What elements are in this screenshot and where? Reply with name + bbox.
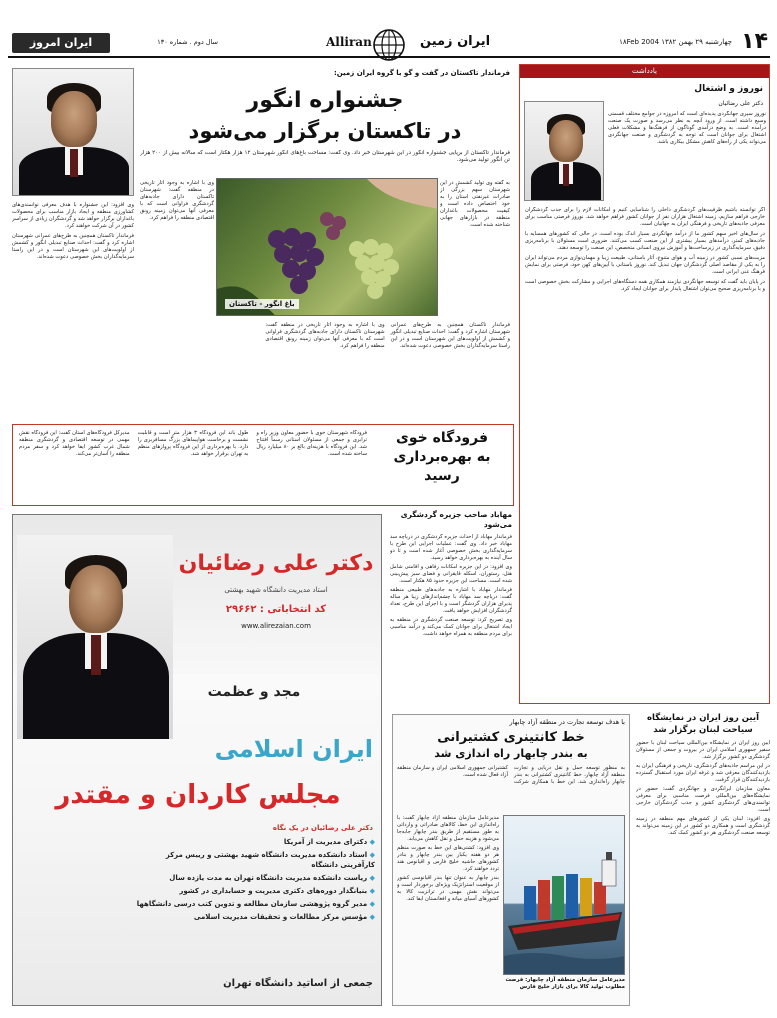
airport-title-line3: رسید [424,468,460,484]
ad-slogan-1: ایران اسلامی [214,735,373,763]
ad-slogan-small: مجد و عظمت [207,684,301,700]
diamond-bullet-icon: ◆ [367,913,375,921]
island-paragraph: فرماندار مهاباد از احداث جزیره گردشگری در دریاچه سد مهاباد خبر داد. وی گفت: عملیات اجرایی این طرح با سرمایه‌گذاری بخش خصوصی آغاز شده است و تا دو سال آینده به بهره‌برداری خواهد رسید. [390,534,512,561]
note-title: نوروز و اشتغال [694,84,763,94]
grape-paragraph: وی با اشاره به وجود آثار تاریخی در منطقه گفت: شهرستان تاکستان دارای جاذبه‌های گردشگری فراوانی است که با معرفی آنها می‌توان زمینه رونق اقتصادی منطقه را فراهم کرد. [265,322,385,349]
grapes-illustration [217,179,438,316]
ad-credential-item: ◆ استاد دانشکده مدیریت دانشگاه شهید بهشتی و رییس مرکز کارآفرینی دانشگاه [165,851,375,869]
ship-caption: مدیرعامل سازمان منطقه آزاد چابهار: فرصت مطلوب تولید کالا برای بازار خلیج فارس [505,977,625,990]
chabahar-title [397,729,625,761]
island-paragraph: وی افزود: در این جزیره امکانات رفاهی و اقامتی شامل هتل، رستوران، اسکله قایقرانی و فضای سبز پیش‌بینی شده است. مساحت این جزیره حدود ۸۵ هکتار است. [390,564,512,584]
chabahar-title-line1: خط کانتینری کشتیرانی [437,730,585,745]
container-ship-illustration [504,816,625,975]
grape-lead-text: فرماندار تاکستان از برپایی جشنواره انگور در این شهرستان خبر داد. وی گفت: مساحت باغ‌های انگور شهرستان ۱۲ هزار هکتار است که سالانه بیش از ۲۰۰ هزار تن انگور تولید می‌شود. [140,150,510,163]
note-column [519,64,770,704]
island-paragraph: وی تصریح کرد: توسعه صنعت گردشگری در منطقه به ایجاد اشتغال برای جوانان کمک می‌کند و درآمد مناسبی برای مردم منطقه به همراه خواهد داشت. [390,617,512,637]
ad-candidate-name: دکتر علی رضائیان [178,551,374,576]
chabahar-body-top [397,765,625,811]
grape-body-bottom [140,322,510,416]
diamond-bullet-icon: ◆ [367,851,375,859]
airport-paragraph: فرودگاه شهرستان خوی با حضور معاون وزیر راه و ترابری و جمعی از مسئولان استانی رسماً افتتاح شد. این فرودگاه با هزینه‌ای بالغ بر ۸۰ میلیارد ریال ساخته شده است. [256,430,367,457]
lebanon-paragraph: وی افزود: لبنان یکی از کشورهای مهم منطقه در زمینه گردشگری است و همکاری دو کشور در این زمینه می‌تواند به توسعه صنعت گردشگری هر دو کشور کمک کند. [636,816,770,836]
note-badge-label: یادداشت [632,67,657,75]
lebanon-paragraph: معاون سازمان ایرانگردی و جهانگردی گفت: حضور در نمایشگاه‌های بین‌المللی فرصت مناسبی برای معرفی توانمندی‌های گردشگری کشور و جذب گردشگران خارجی است. [636,786,770,813]
note-badge [520,65,769,78]
grapes-photo [216,178,438,316]
note-paragraph: اگر توانسته باشیم ظرفیت‌های گردشگری داخلی را شناسایی کنیم و امکانات لازم را برای جذب گردشگران خارجی فراهم سازیم، زمینه اشتغال هزاران نفر از جوانان کشور فراهم خواهد شد. نوروز فرصتی مناسب برای معرفی جاذبه‌های تاریخی و فرهنگی ایران به جهانیان است. [525,207,765,227]
ad-code: کد انتخاباتی : ۲۹۶۶۲ [225,604,327,615]
ad-credential-item: ◆ مؤسس مرکز مطالعات و تحقیقات مدیریت اسلامی [193,913,375,921]
chabahar-title-line2: به بندر چابهار راه اندازی شد [434,747,588,760]
page-number: ۱۴ [741,29,768,54]
note-paragraph: در سال‌های اخیر سهم کشور ما از درآمد جهانگردی بسیار اندک بوده است، در حالی که کشورهای همسایه با جاذبه‌های کمتر، درآمدهای بسیار بیشتری از این صنعت کسب می‌کنند. ضروری است مسئولان با برنامه‌ریزی دقیق، سرمایه‌گذاری در زیرساخت‌ها و آموزش نیروی انسانی متخصص، این صنعت را توسعه دهند. [525,231,765,251]
airport-paragraph: مدیرکل فرودگاه‌های استان گفت: این فرودگاه نقش مهمی در توسعه اقتصادی و گردشگری منطقه شمال غرب کشور ایفا خواهد کرد و سفر مردم منطقه را آسان‌تر می‌کند. [19,430,130,457]
chabahar-body-left [397,815,499,999]
ad-credentials-list [133,837,375,925]
author-photo [524,101,604,201]
chabahar-paragraph: بندر چابهار به عنوان تنها بندر اقیانوسی کشور از موقعیت استراتژیک ویژه‌ای برخوردار است و می‌تواند نقش مهمی در ترانزیت کالا به کشورهای آسیای میانه و افغانستان ایفا کند. [397,875,499,902]
header-date: چهارشنبه ۲۹ بهمن ۱۳۸۲ ۱۸Feb 2004 [619,38,732,46]
chabahar-story [392,714,630,1006]
grape-body-left [12,202,134,416]
lebanon-story [636,712,770,1006]
chabahar-paragraph: وی افزود: کشتی‌های این خط به صورت منظم هر دو هفته یکبار بین بندر چابهار و بنادر کشورهای حاشیه خلیج فارس و اقیانوس هند تردد خواهند کرد. [397,845,499,872]
ad-signature: جمعی از اساتید دانشگاه تهران [223,978,373,989]
note-body [608,111,766,203]
lebanon-title [636,712,770,736]
lebanon-title-line1: آیین روز ایران در نمایشگاه [646,713,760,723]
airport-title-line1: فرودگاه خوی [396,430,488,446]
airport-body [19,430,367,502]
governor-photo [12,68,134,196]
grape-story [8,64,514,420]
ad-credential-item: ◆ بنیانگذار دوره‌های دکتری مدیریت و حسابداری در کشور [179,887,375,895]
chabahar-kicker: با هدف توسعه تجارت در منطقه آزاد چابهار [509,718,625,726]
grape-paragraph: وی افزود: این جشنواره با هدف معرفی توانمندی‌های کشاورزی منطقه و ایجاد بازار مناسب برای محصولات باغداران برگزار خواهد شد و گردشگران زیادی از سراسر کشور در آن شرکت خواهند کرد. [12,202,134,229]
grape-lead [140,150,510,180]
island-body [390,534,512,706]
ad-candidate-subtitle: استاد مدیریت دانشگاه شهید بهشتی [224,586,328,594]
election-ad [12,514,382,1006]
ad-credential-item: ◆ مدیر گروه پژوهشی سازمان مطالعه و تدوین کتب درسی دانشگاهها [136,900,375,908]
header-section: ایران زمین [420,34,491,49]
note-paragraph: مزیت‌های نسبی کشور در زمینه آب و هوای متنوع، آثار باستانی، طبیعت زیبا و مهمان‌نوازی مردم می‌تواند ایران را به یکی از مقاصد اصلی گردشگران جهان تبدیل کند. نوروز باستانی با آیین‌های کهن خود، فرصتی برای نمایش فرهنگ غنی ایرانی است. [525,255,765,275]
diamond-bullet-icon: ◆ [367,838,375,846]
note-body-lower [525,207,765,699]
diamond-bullet-icon: ◆ [367,874,375,882]
grape-paragraph: فرماندار تاکستان همچنین به طرح‌های عمرانی شهرستان اشاره کرد و گفت: احداث صنایع تبدیلی انگور و کشمش از اولویت‌های این شهرستان است و در این راستا سرمایه‌گذاران بخش خصوصی دعوت شده‌اند. [390,322,510,349]
chabahar-paragraph: مدیرعامل سازمان منطقه آزاد چابهار گفت: با راه‌اندازی این خط، کالاهای صادراتی و وارداتی به طور مستقیم از طریق بندر چابهار جابه‌جا می‌شود و هزینه حمل و نقل کاهش می‌یابد. [397,815,499,842]
lebanon-body [636,740,770,1002]
lebanon-paragraph: در این مراسم جاذبه‌های گردشگری، تاریخی و فرهنگی ایران به بازدیدکنندگان معرفی شد و غرفه ایران مورد استقبال گسترده بازدیدکنندگان قرار گرفت. [636,763,770,783]
note-paragraph: نوروز سپری جهانگردی پدیده‌ای است که امروزه در جوامع مختلف قسمتی وسیع داشته است. از ورود آنچه به نظر می‌رسد و صورت یک صنعت درآمده است. به وضع درآمدی گوناگون از فرهنگ‌ها و مشکلات فعلی اشتغال برای جوانان است که توجه به گردشگری و صنعت جهانگردی می‌تواند یکی از راه‌های کاهش مشکل بیکاری باشد. [608,111,766,145]
airport-title-line2: به بهره‌برداری [393,449,491,465]
airport-story [12,424,514,506]
island-title: مهاباد صاحب جزیره گردشگری می‌شود [400,510,512,529]
airport-paragraph: طول باند این فرودگاه ۳ هزار متر است و قابلیت نشست و برخاست هواپیماهای بزرگ مسافربری را دارد. با بهره‌برداری از این فرودگاه پروازهای منظم به تهران برقرار خواهد شد. [137,430,249,457]
airport-title [373,429,511,486]
grapes-caption: باغ انگور - تاکستان [225,299,299,309]
ad-credential-item: ◆ ریاست دانشکده مدیریت دانشگاه تهران به مدت یازده سال [169,874,375,882]
note-paragraph: در پایان باید گفت که توسعه جهانگردی نیازمند همکاری همه دستگاه‌های اجرایی و مشارکت بخش خصوصی است و با برنامه‌ریزی صحیح می‌توان اشتغال پایدار برای جوانان ایجاد کرد. [525,279,765,292]
grape-title-line2: در تاکستان برگزار می‌شود [188,119,462,143]
island-story [388,510,514,708]
header-brand: Alliran [326,35,372,49]
page-header [8,28,770,60]
grape-kicker: فرماندار تاکستان در گفت و گو با گروه ایران زمین: [333,69,510,77]
lebanon-title-line2: سیاحت لبنان برگزار شد [653,725,753,735]
grape-paragraph: وی با اشاره به وجود آثار تاریخی در منطقه گفت: شهرستان تاکستان دارای جاذبه‌های گردشگری فراوانی است که با معرفی آنها می‌توان زمینه رونق اقتصادی منطقه را فراهم کرد. [140,180,214,221]
candidate-photo [17,535,173,739]
ad-slogan-2: مجلس کاردان و مقتدر [55,780,341,810]
grape-paragraph: فرماندار تاکستان همچنین به طرح‌های عمرانی شهرستان اشاره کرد و گفت: احداث صنایع تبدیلی انگور و کشمش از اولویت‌های این شهرستان است و در این راستا سرمایه‌گذاران بخش خصوصی دعوت شده‌اند. [12,233,134,260]
ad-credential-item: ◆ دکترای مدیریت از آمریکا [283,838,375,846]
logo-text: ایران امروز [29,36,93,49]
header-issue: سال دوم . شماره ۱۳۰ [157,38,218,46]
grape-title-line1: جشنواره انگور [246,88,404,113]
grape-paragraph: به گفته وی تولید کشمش در این شهرستان سهم بزرگی از صادرات غیرنفتی استان را به خود اختصاص داده است و کیفیت محصولات باغداران منطقه در بازارهای جهانی شناخته شده است. [440,180,510,228]
chabahar-paragraph: به منظور توسعه حمل و نقل دریایی و تجارت منطقه آزاد چابهار، خط کانتینری کشتیرانی به بندر چابهار راه‌اندازی شد. این خط با همکاری شرکت کشتیرانی جمهوری اسلامی ایران و سازمان منطقه آزاد فعال شده است. [397,765,625,785]
note-author: دکتر علی رضائیان [718,100,763,107]
diamond-bullet-icon: ◆ [367,900,375,908]
header-rule [8,56,770,58]
lebanon-paragraph: آیین روز ایران در نمایشگاه بین‌المللی سیاحت لبنان با حضور سفیر جمهوری اسلامی ایران در بیروت و جمعی از مسئولان گردشگری دو کشور برگزار شد. [636,740,770,760]
newspaper-logo [12,33,110,53]
island-paragraph: فرماندار مهاباد با اشاره به جاذبه‌های طبیعی منطقه گفت: دریاچه سد مهاباد با چشم‌اندازهای زیبا هر ساله پذیرای هزاران گردشگر است و با اجرای این طرح، تعداد گردشگران افزایش خواهد یافت. [390,587,512,614]
grape-title [140,86,510,146]
ad-list-title: دکتر علی رضائیان در یک نگاه [272,824,373,832]
ad-website: www.alirezaian.com [241,622,311,630]
ship-photo [503,815,625,975]
diamond-bullet-icon: ◆ [367,887,375,895]
